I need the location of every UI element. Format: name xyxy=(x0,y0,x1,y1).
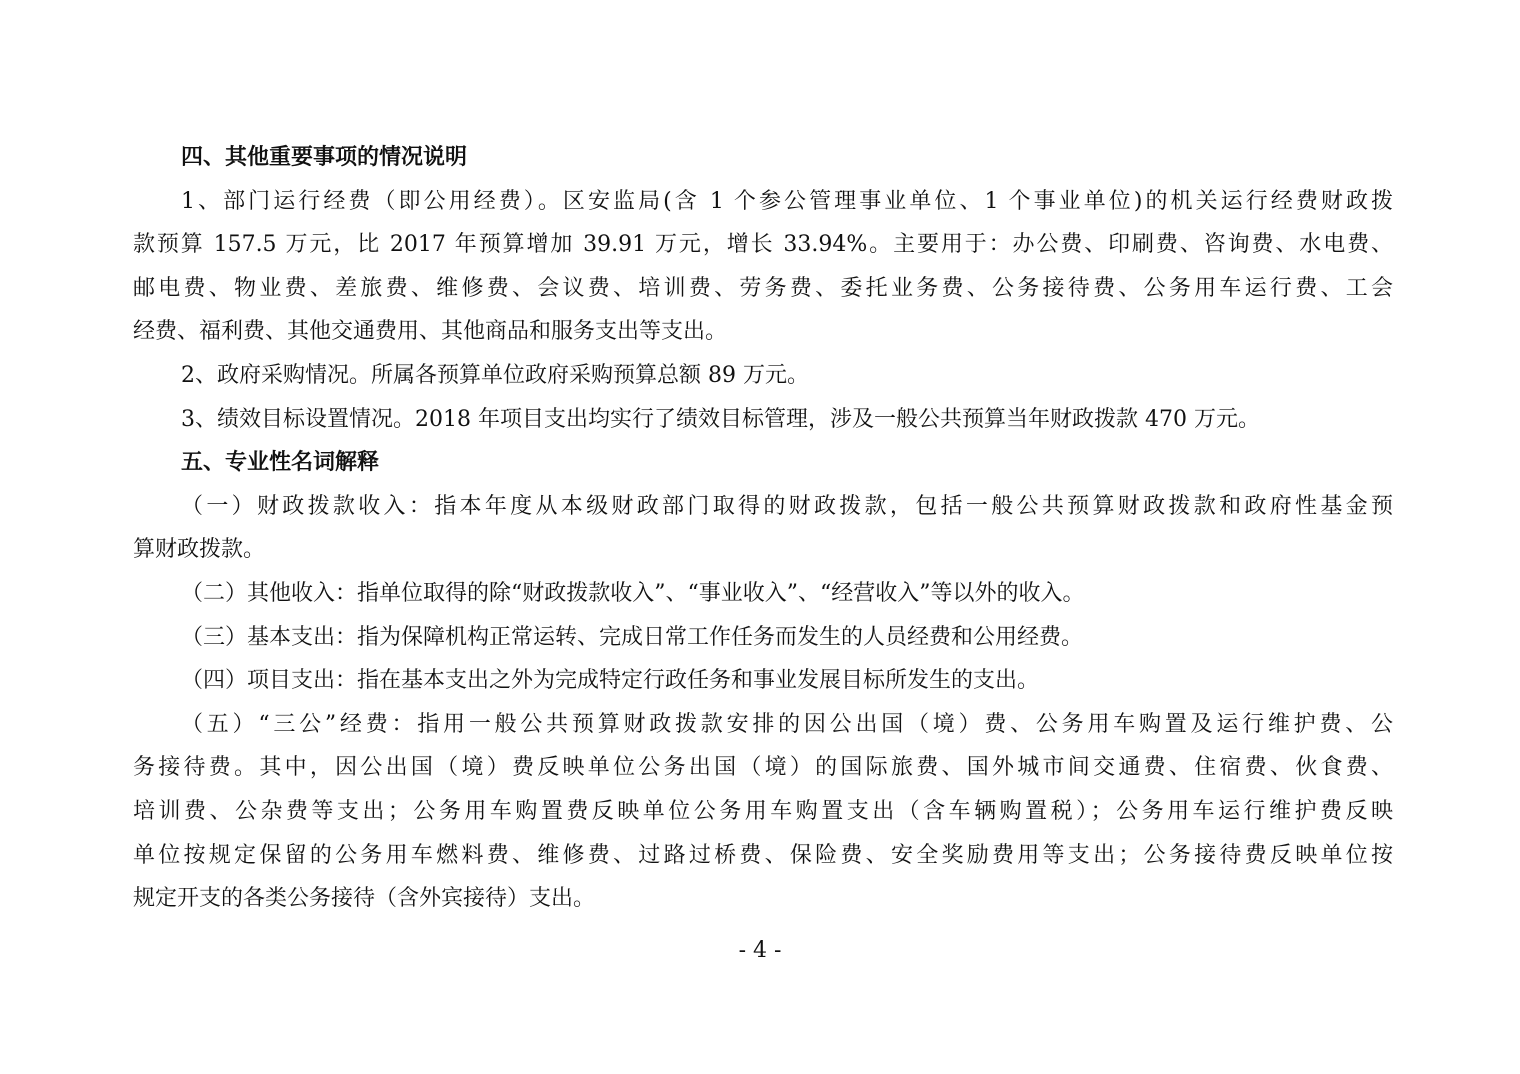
document-body xyxy=(133,136,1393,921)
section-heading-other-matters: 四、其他重要事项的情况说明 xyxy=(181,145,468,170)
paragraph-line: 经费、福利费、其他交通费用、其他商品和服务支出等支出。 xyxy=(133,319,728,345)
paragraph-line: （四）项目支出：指在基本支出之外为完成特定行政任务和事业发展目标所发生的支出。 xyxy=(181,668,1040,694)
paragraph-line: 规定开支的各类公务接待（含外宾接待）支出。 xyxy=(133,886,596,912)
paragraph-line: 算财政拨款。 xyxy=(133,537,266,563)
paragraph-line: 单位按规定保留的公务用车燃料费、维修费、过路过桥费、保险费、安全奖励费用等支出；公务接待费反映单位按 xyxy=(133,842,1393,868)
paragraph-line: 培训费、公杂费等支出；公务用车购置费反映单位公务用车购置支出（含车辆购置税）；公务用车运行维护费反映 xyxy=(133,798,1393,824)
paragraph-line: 款预算 157.5 万元，比 2017 年预算增加 39.91 万元，增长 33.94%。主要用于：办公费、印刷费、咨询费、水电费、 xyxy=(133,232,1393,258)
paragraph-line: （三）基本支出：指为保障机构正常运转、完成日常工作任务而发生的人员经费和公用经费。 xyxy=(181,624,1084,650)
paragraph-line: （二）其他收入：指单位取得的除“财政拨款收入”、“事业收入”、“经营收入”等以外的收入。 xyxy=(181,580,1085,606)
paragraph-line: 2、政府采购情况。所属各预算单位政府采购预算总额 89 万元。 xyxy=(181,362,809,388)
paragraph-line: （五）“三公”经费：指用一般公共预算财政拨款安排的因公出国（境）费、公务用车购置及运行维护费、公 xyxy=(181,711,1393,737)
paragraph-line: 邮电费、物业费、差旅费、维修费、会议费、培训费、劳务费、委托业务费、公务接待费、公务用车运行费、工会 xyxy=(133,275,1393,301)
section-heading-terminology: 五、专业性名词解释 xyxy=(181,450,380,476)
paragraph-line: 1、部门运行经费（即公用经费）。区安监局(含 1 个参公管理事业单位、1 个事业单位)的机关运行经费财政拨 xyxy=(181,188,1393,214)
page-number: - 4 - xyxy=(738,938,782,963)
paragraph-line: （一）财政拨款收入：指本年度从本级财政部门取得的财政拨款，包括一般公共预算财政拨款和政府性基金预 xyxy=(181,493,1393,519)
paragraph-line: 务接待费。其中，因公出国（境）费反映单位公务出国（境）的国际旅费、国外城市间交通费、住宿费、伙食费、 xyxy=(133,755,1393,781)
paragraph-line: 3、绩效目标设置情况。2018 年项目支出均实行了绩效目标管理，涉及一般公共预算当年财政拨款 470 万元。 xyxy=(181,406,1260,432)
